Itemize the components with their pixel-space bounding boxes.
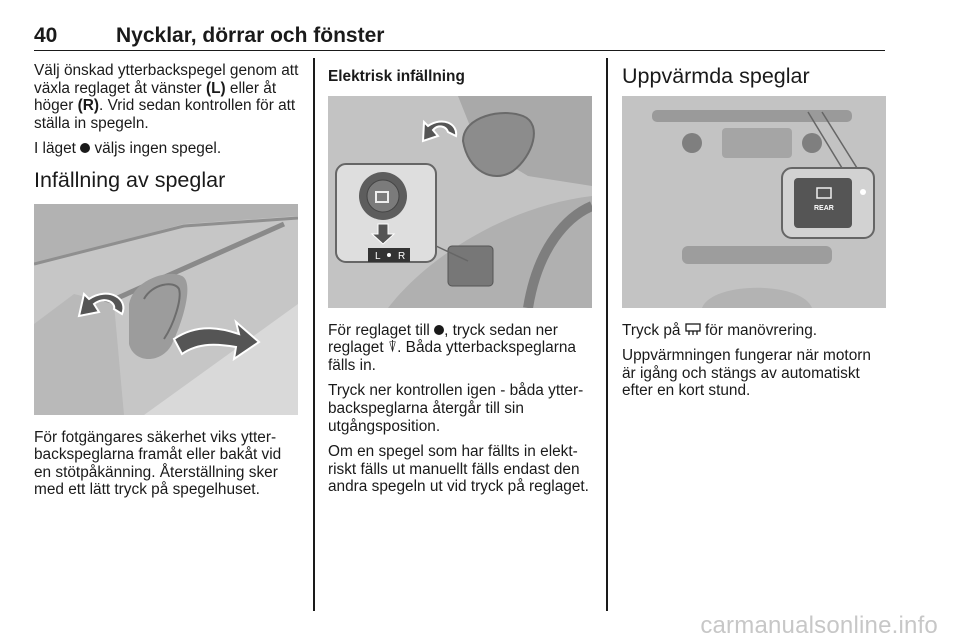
neutral-dot-icon bbox=[434, 325, 444, 335]
section-heading-electric-folding: Elektrisk infällning bbox=[328, 68, 465, 85]
column-right bbox=[622, 62, 888, 408]
paragraph-neutral-position: I läget väljs ingen spegel. bbox=[34, 140, 222, 158]
paragraph-operation: Tryck på för manövrering. bbox=[622, 321, 818, 339]
rear-button-label: REAR bbox=[814, 204, 834, 212]
page-header bbox=[34, 24, 885, 51]
mirror-folding-illustration bbox=[34, 204, 298, 415]
heated-mirror-button-illustration bbox=[622, 96, 886, 308]
paragraph-mirror-select: Välj önskad ytterbackspegel genom att växla reglaget åt vänster (L) eller åt höger (R). Vrid sedan kontrollen för att ställa in spegeln. bbox=[34, 62, 299, 132]
column-middle bbox=[328, 62, 594, 504]
page-number: 40 bbox=[34, 24, 58, 47]
paragraph-unfold-instruction: Tryck ner kontrollen igen - båda ytter- backspeglarna återgår till sin utgångsposition. bbox=[328, 382, 584, 435]
page-title: Nycklar, dörrar och fönster bbox=[116, 24, 385, 47]
section-heading-folding: Infällning av speglar bbox=[34, 167, 226, 192]
paragraph-manual-unfold: Om en spegel som har fällts in elekt- riskt fälls ut manuellt fälls endast den andra spegeln ut vid tryck på reglaget. bbox=[328, 443, 589, 496]
column-divider bbox=[606, 58, 608, 611]
watermark: carmanualsonline.info bbox=[700, 612, 938, 639]
paragraph-folding-info: För fotgängares säkerhet viks ytter- backspeglarna framåt eller bakåt vid en stötpåkänning. Återställning sker med ett lätt tryck på spegelhuset. bbox=[34, 428, 282, 499]
paragraph-heating-info: Uppvärmningen fungerar när motorn är igång och stängs av automatiskt efter en kort stund. bbox=[622, 347, 871, 400]
switch-label-left: L bbox=[375, 250, 381, 262]
electric-folding-illustration bbox=[328, 96, 592, 308]
switch-label-right: R bbox=[398, 250, 406, 262]
paragraph-fold-instruction: För reglaget till , tryck sedan ner reglaget ⍒. Båda ytterbackspeglarna fälls in. bbox=[328, 321, 576, 374]
section-heading-heated-mirrors: Uppvärmda speglar bbox=[622, 64, 810, 88]
column-divider bbox=[313, 58, 315, 611]
neutral-dot-icon bbox=[80, 143, 90, 153]
rear-window-heat-icon bbox=[685, 323, 701, 336]
column-left bbox=[34, 62, 300, 507]
